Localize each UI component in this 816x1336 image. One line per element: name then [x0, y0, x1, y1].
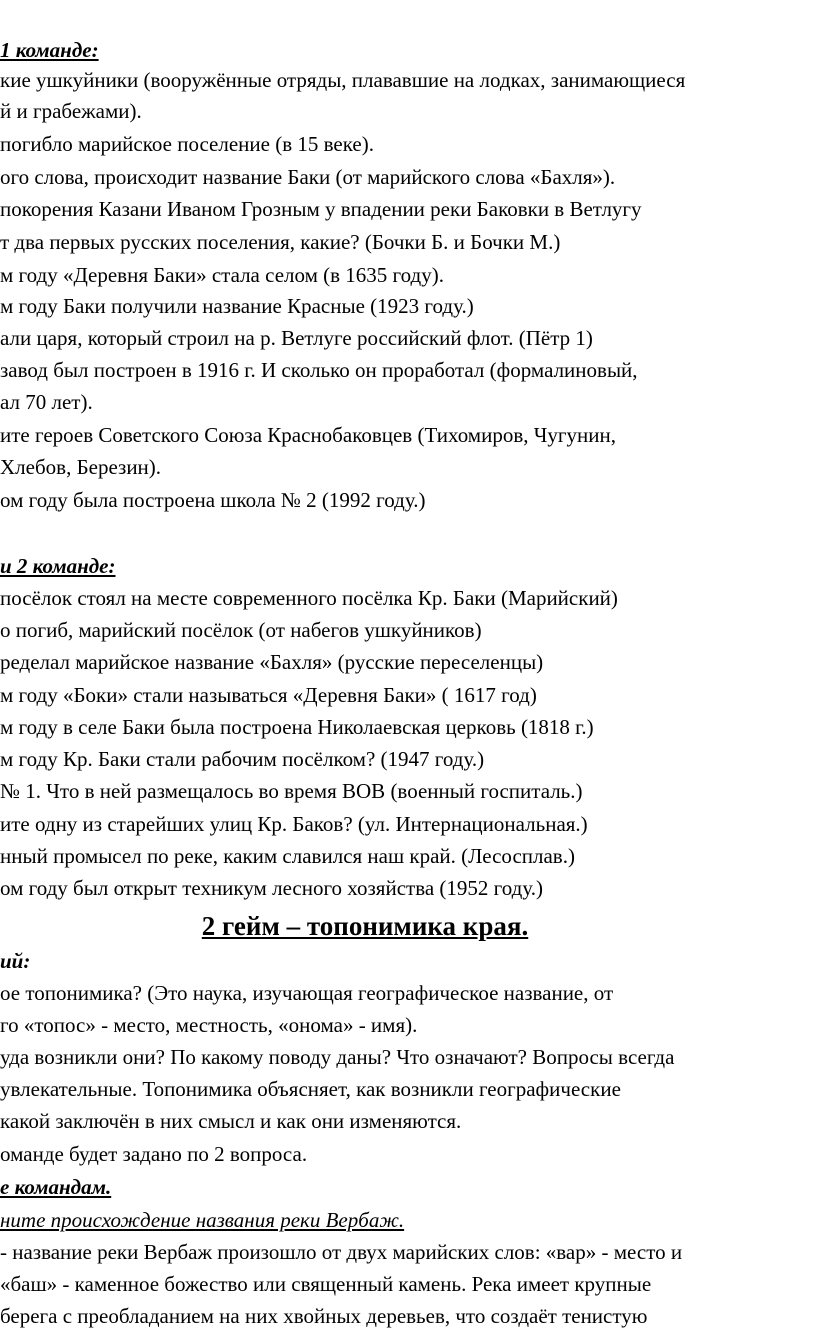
- game2-teams-heading: е командам.: [0, 1175, 112, 1199]
- game2-line: уда возникли они? По какому поводу даны? Что означают? Вопросы всегда: [0, 1045, 675, 1069]
- game2-line: увлекательные. Топонимика объясняет, как возникли географические: [0, 1077, 621, 1101]
- game2-answer-line: «баш» - каменное божество или священный камень. Река имеет крупные: [0, 1272, 652, 1296]
- game2-line: ое топонимика? (Это наука, изучающая географическое название, от: [0, 981, 614, 1005]
- section1-heading: 1 команде:: [0, 38, 99, 62]
- game2-line: оманде будет задано по 2 вопроса.: [0, 1142, 308, 1166]
- section1-line: Хлебов, Березин).: [0, 455, 162, 479]
- section2-heading: и 2 команде:: [0, 554, 116, 578]
- section1-line: м году Баки получили название Красные (1923 году.): [0, 294, 474, 318]
- section1-line: али царя, который строил на р. Ветлуге российский флот. (Пётр 1): [0, 326, 593, 350]
- game2-answer-line: берега с преобладанием на них хвойных деревьев, что создаёт тенистую: [0, 1304, 648, 1328]
- section2-line: м году Кр. Баки стали рабочим посёлком? (1947 году.): [0, 747, 485, 771]
- section1-line: ом году была построена школа № 2 (1992 году.): [0, 488, 426, 512]
- section2-line: ределал марийское название «Бахля» (русские переселенцы): [0, 650, 544, 674]
- section1-line: кие ушкуйники (вооружённые отряды, плававшие на лодках, занимающиеся: [0, 68, 686, 92]
- section1-line: завод был построен в 1916 г. И сколько он проработал (формалиновый,: [0, 358, 638, 382]
- game2-answer-line: - название реки Вербаж произошло от двух марийских слов: «вар» - место и: [0, 1240, 683, 1264]
- game2-line: какой заключён в них смысл и как они изменяются.: [0, 1109, 462, 1133]
- section1-line: ого слова, происходит название Баки (от марийского слова «Бахля»).: [0, 165, 616, 189]
- section1-line: ите героев Советского Союза Краснобаковцев (Тихомиров, Чугунин,: [0, 423, 616, 447]
- section1-line: ал 70 лет).: [0, 390, 93, 414]
- section2-line: ом году был открыт техникум лесного хозяйства (1952 году.): [0, 876, 543, 900]
- section2-line: нный промысел по реке, каким славился наш край. (Лесосплав.): [0, 844, 575, 868]
- section1-line: т два первых русских поселения, какие? (Бочки Б. и Бочки М.): [0, 230, 561, 254]
- section2-line: № 1. Что в ней размещалось во время ВОВ (военный госпиталь.): [0, 779, 583, 803]
- section1-line: погибло марийское поселение (в 15 веке).: [0, 132, 374, 156]
- game2-title: 2 гейм – топонимика края.: [201, 911, 529, 941]
- section1-line: й и грабежами).: [0, 99, 142, 123]
- game2-question: ните происхождение названия реки Вербаж.: [0, 1208, 405, 1232]
- section2-line: м году в селе Баки была построена Николаевская церковь (1818 г.): [0, 715, 594, 739]
- section2-line: о погиб, марийский посёлок (от набегов ушкуйников): [0, 618, 482, 642]
- section2-line: ите одну из старейших улиц Кр. Баков? (ул. Интернациональная.): [0, 812, 588, 836]
- game2-subheading: ий:: [0, 949, 31, 973]
- section1-line: покорения Казани Иваном Грозным у впадении реки Баковки в Ветлугу: [0, 197, 642, 221]
- section1-line: м году «Деревня Баки» стала селом (в 1635 году).: [0, 263, 444, 287]
- section2-line: посёлок стоял на месте современного посёлка Кр. Баки (Марийский): [0, 586, 618, 610]
- section2-line: м году «Боки» стали называться «Деревня Баки» ( 1617 год): [0, 683, 537, 707]
- game2-line: го «топос» - место, местность, «онома» - имя).: [0, 1013, 418, 1037]
